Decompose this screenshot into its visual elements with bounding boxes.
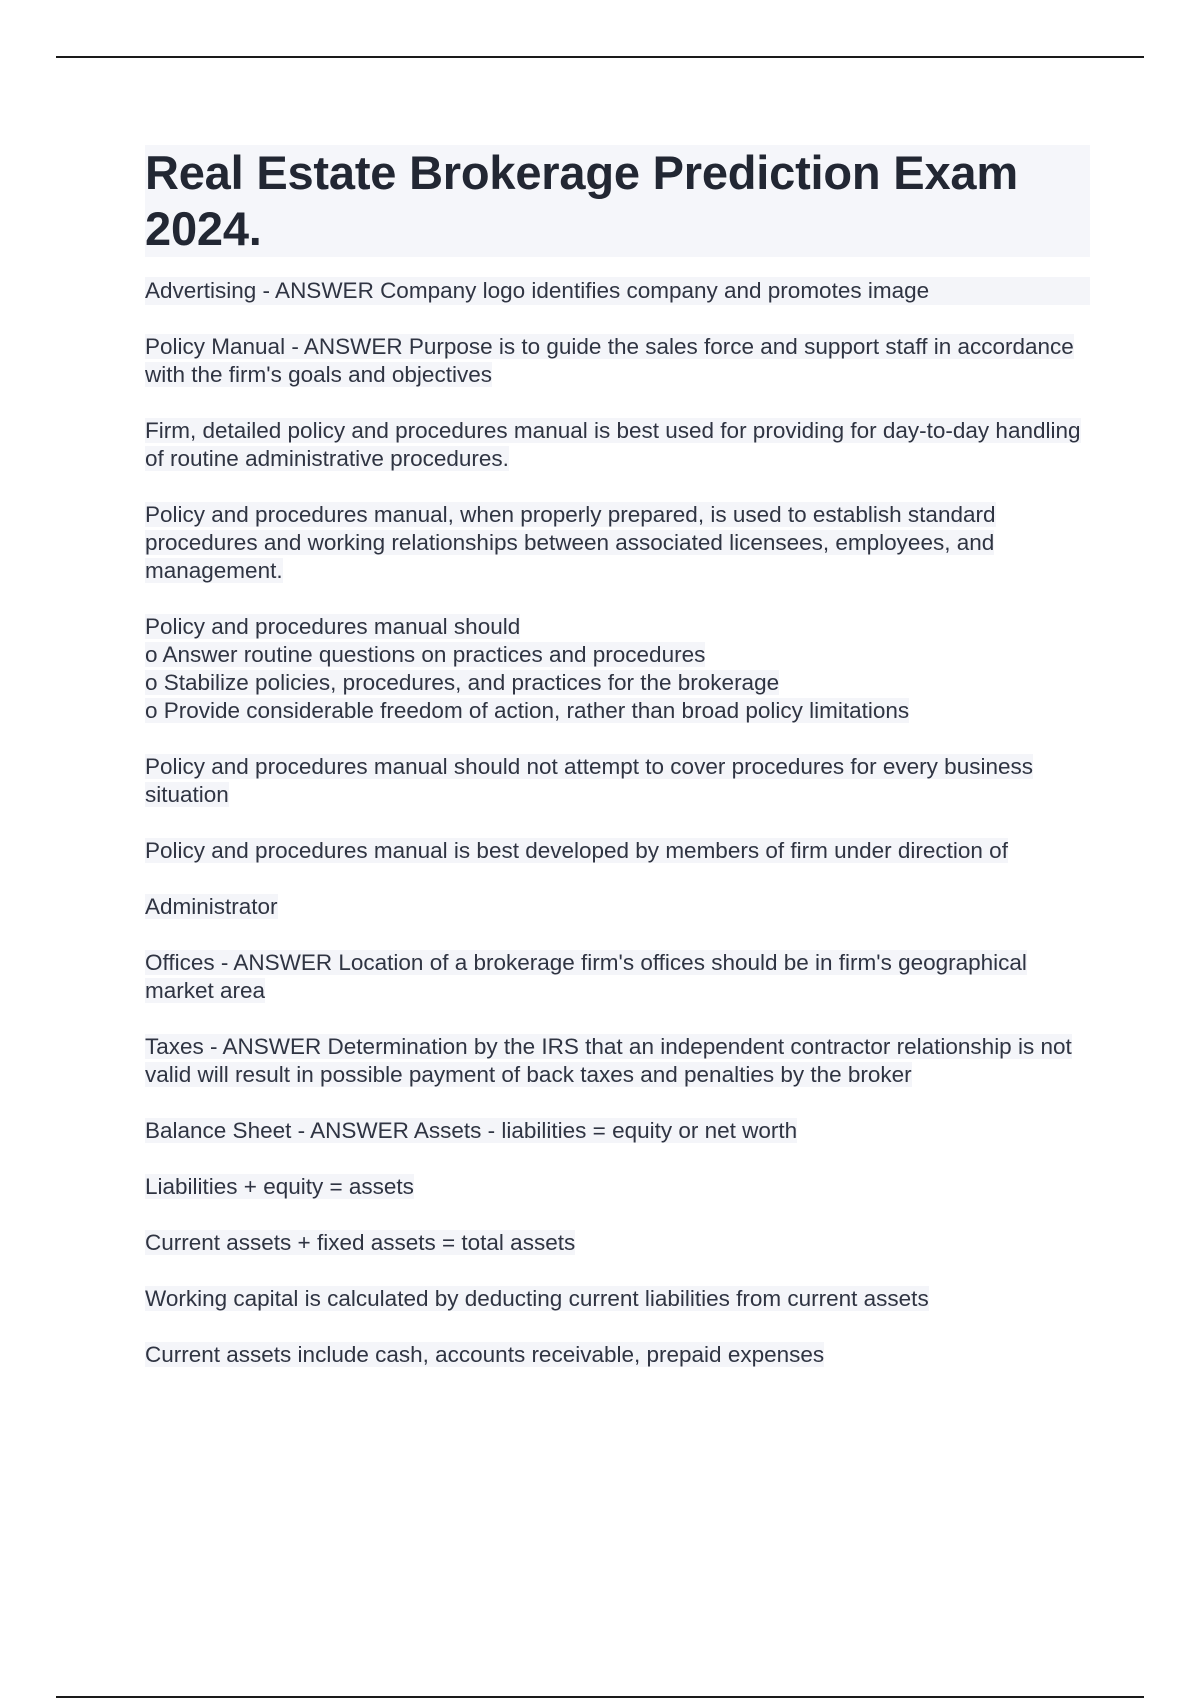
paragraph-line: Policy Manual - ANSWER Purpose is to guide the sales force and support staff in accordance with the firm's goals and objectives — [145, 334, 1074, 387]
top-rule — [56, 56, 1144, 58]
paragraph-current-assets — [145, 1341, 1090, 1369]
paragraph-best-developed — [145, 837, 1090, 865]
paragraph-line: Working capital is calculated by deducting current liabilities from current assets — [145, 1286, 929, 1311]
bullet-line: o Stabilize policies, procedures, and practices for the brokerage — [145, 670, 780, 695]
paragraph-liabilities-equity — [145, 1173, 1090, 1201]
paragraph-total-assets — [145, 1229, 1090, 1257]
paragraph-offices — [145, 949, 1090, 1005]
paragraph-line: Balance Sheet - ANSWER Assets - liabilities = equity or net worth — [145, 1118, 798, 1143]
paragraph-properly-prepared — [145, 501, 1090, 585]
paragraph-line: Policy and procedures manual, when properly prepared, is used to establish standard procedures and working relationships between associated licensees, employees, and management. — [145, 502, 996, 583]
paragraph-line: Advertising - ANSWER Company logo identifies company and promotes image — [145, 277, 1090, 305]
paragraph-not-cover-every — [145, 753, 1090, 809]
paragraph-administrator — [145, 893, 1090, 921]
paragraph-policy-manual — [145, 333, 1090, 389]
paragraph-line: Policy and procedures manual should — [145, 614, 521, 639]
paragraph-advertising — [145, 277, 1090, 305]
document-body — [145, 145, 1090, 1397]
paragraph-line: Liabilities + equity = assets — [145, 1174, 414, 1199]
paragraph-manual-should — [145, 613, 1090, 725]
paragraph-line: Policy and procedures manual should not attempt to cover procedures for every business situation — [145, 754, 1033, 807]
bullet-line: o Provide considerable freedom of action, rather than broad policy limitations — [145, 698, 910, 723]
paragraph-line: Firm, detailed policy and procedures manual is best used for providing for day-to-day handling of routine administrative procedures. — [145, 418, 1081, 471]
paragraph-taxes — [145, 1033, 1090, 1089]
paragraph-line: Offices - ANSWER Location of a brokerage firm's offices should be in firm's geographical market area — [145, 950, 1027, 1003]
document-title: Real Estate Brokerage Prediction Exam 2024. — [145, 145, 1090, 257]
bullet-line: o Answer routine questions on practices and procedures — [145, 642, 706, 667]
paragraph-line: Administrator — [145, 894, 278, 919]
paragraph-working-capital — [145, 1285, 1090, 1313]
bottom-rule — [56, 1696, 1144, 1698]
paragraph-line: Policy and procedures manual is best developed by members of firm under direction of — [145, 838, 1008, 863]
paragraph-balance-sheet — [145, 1117, 1090, 1145]
paragraph-firm-detailed — [145, 417, 1090, 473]
paragraph-line: Current assets + fixed assets = total assets — [145, 1230, 576, 1255]
paragraph-line: Taxes - ANSWER Determination by the IRS that an independent contractor relationship is not valid will result in possible payment of back taxes and penalties by the broker — [145, 1034, 1072, 1087]
paragraph-line: Current assets include cash, accounts receivable, prepaid expenses — [145, 1342, 825, 1367]
